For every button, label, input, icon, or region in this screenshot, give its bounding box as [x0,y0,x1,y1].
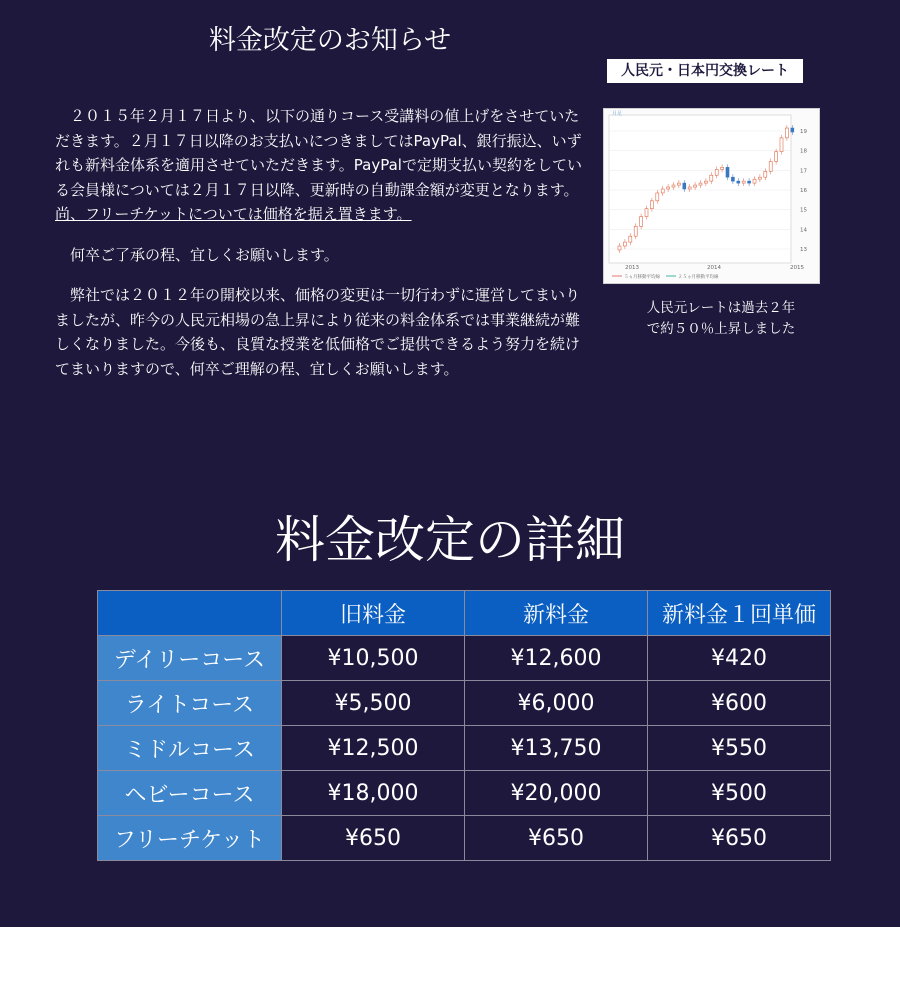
candle-body [683,183,686,189]
candle-body [640,217,643,227]
candle-body [656,193,659,201]
candle-body [791,128,794,132]
notice-paragraph-3: 弊社では２０１２年の開校以来、価格の変更は一切行わずに運営してまいりましたが、昨今の人民元相場の急上昇により従来の料金体系では事業継続が難しくなりました。今後も、良質な授業を低価格でご提供できるよう努力を続けてまいりますので、何卒ご理解の程、宜しくお願いします。 [55,286,581,378]
x-tick-label: 2014 [707,265,721,271]
price-table [97,590,831,861]
new-price: ¥6,000 [465,681,648,726]
y-tick-label: 19 [800,129,807,135]
exchange-rate-badge: 人民元・日本円交換レート [607,59,803,83]
candle-body [726,167,729,177]
y-tick-label: 17 [800,168,807,175]
old-price: ¥18,000 [282,771,465,816]
candle-body [775,152,778,162]
candle-body [737,181,740,183]
unit-price: ¥600 [648,681,831,726]
candle-body [650,201,653,209]
notice-paragraph-2: 何卒ご了承の程、宜しくお願いします。 [70,245,339,264]
unit-price: ¥650 [648,816,831,861]
x-tick-label: 2013 [625,265,639,271]
notice-title: 料金改定のお知らせ [208,25,452,56]
candle-body [742,181,745,183]
header-corner [98,591,282,636]
unit-price: ¥500 [648,771,831,816]
candle-body [661,189,664,193]
course-name: ライトコース [98,681,282,726]
header-old-price: 旧料金 [282,591,465,636]
course-name: デイリーコース [98,636,282,681]
candle-body [785,128,788,138]
exchange-rate-chart [604,109,819,283]
notice-paragraph-1 [55,104,587,227]
table-row [98,726,831,771]
y-tick-label: 18 [800,148,807,155]
old-price: ¥10,500 [282,636,465,681]
y-tick-label: 16 [800,188,807,194]
course-name: ミドルコース [98,726,282,771]
candle-body [688,187,691,189]
candle-body [629,236,632,242]
chart-corner-label: 月足 [612,111,623,117]
candle-body [672,185,675,187]
candle-body [721,167,724,169]
legend-ma25-label: ２５ヵ月移動平均線 [678,275,719,280]
candle-body [645,209,648,217]
notice-body [55,104,587,397]
legend-ma5-label: ５ヵ月移動平均線 [624,275,660,280]
candle-body [753,179,756,183]
x-tick-label: 2015 [790,265,804,271]
table-row [98,681,831,726]
candle-body [710,175,713,181]
candle-body [677,183,680,185]
course-name: フリーチケット [98,816,282,861]
candle-body [699,183,702,185]
candle-body [748,181,751,183]
price-table-header-row [98,591,831,636]
candle-body [623,242,626,246]
candle-body [667,187,670,189]
candle-body [769,161,772,171]
candle-body [758,177,761,179]
new-price: ¥650 [465,816,648,861]
old-price: ¥650 [282,816,465,861]
old-price: ¥12,500 [282,726,465,771]
candle-body [731,177,734,181]
candle-body [704,181,707,183]
detail-title: 料金改定の詳細 [275,511,625,569]
candle-body [618,246,621,250]
free-ticket-note: 尚、フリーチケットについては価格を据え置きます。 [55,205,412,223]
new-price: ¥13,750 [465,726,648,771]
candle-body [780,138,783,152]
unit-price: ¥550 [648,726,831,771]
new-price: ¥20,000 [465,771,648,816]
table-row [98,636,831,681]
y-tick-label: 15 [800,207,807,214]
table-row [98,816,831,861]
header-unit-price: 新料金１回単価 [648,591,831,636]
old-price: ¥5,500 [282,681,465,726]
candle-body [634,226,637,236]
candle-body [715,169,718,175]
notice-paragraph-1-text: ２０１５年２月１７日より、以下の通りコース受講料の値上げをさせていただきます。２月１７日以降のお支払いにつきましてはPayPal、銀行振込、いずれも新料金体系を適用させていただきます。PayPalで定期支払い契約をしている会員様については２月１７日以降、更新時の自動課金額が変更となります。 [55,107,582,199]
candle-body [694,185,697,187]
chart-caption [610,298,832,340]
chart-caption-line-2: で約５０％上昇しました [646,321,796,337]
course-name: ヘビーコース [98,771,282,816]
y-tick-label: 14 [800,227,807,234]
exchange-rate-chart-image [603,108,820,284]
new-price: ¥12,600 [465,636,648,681]
y-tick-label: 13 [800,247,807,253]
table-row [98,771,831,816]
candle-body [764,171,767,177]
chart-caption-line-1: 人民元レートは過去２年 [646,300,796,316]
unit-price: ¥420 [648,636,831,681]
header-new-price: 新料金 [465,591,648,636]
